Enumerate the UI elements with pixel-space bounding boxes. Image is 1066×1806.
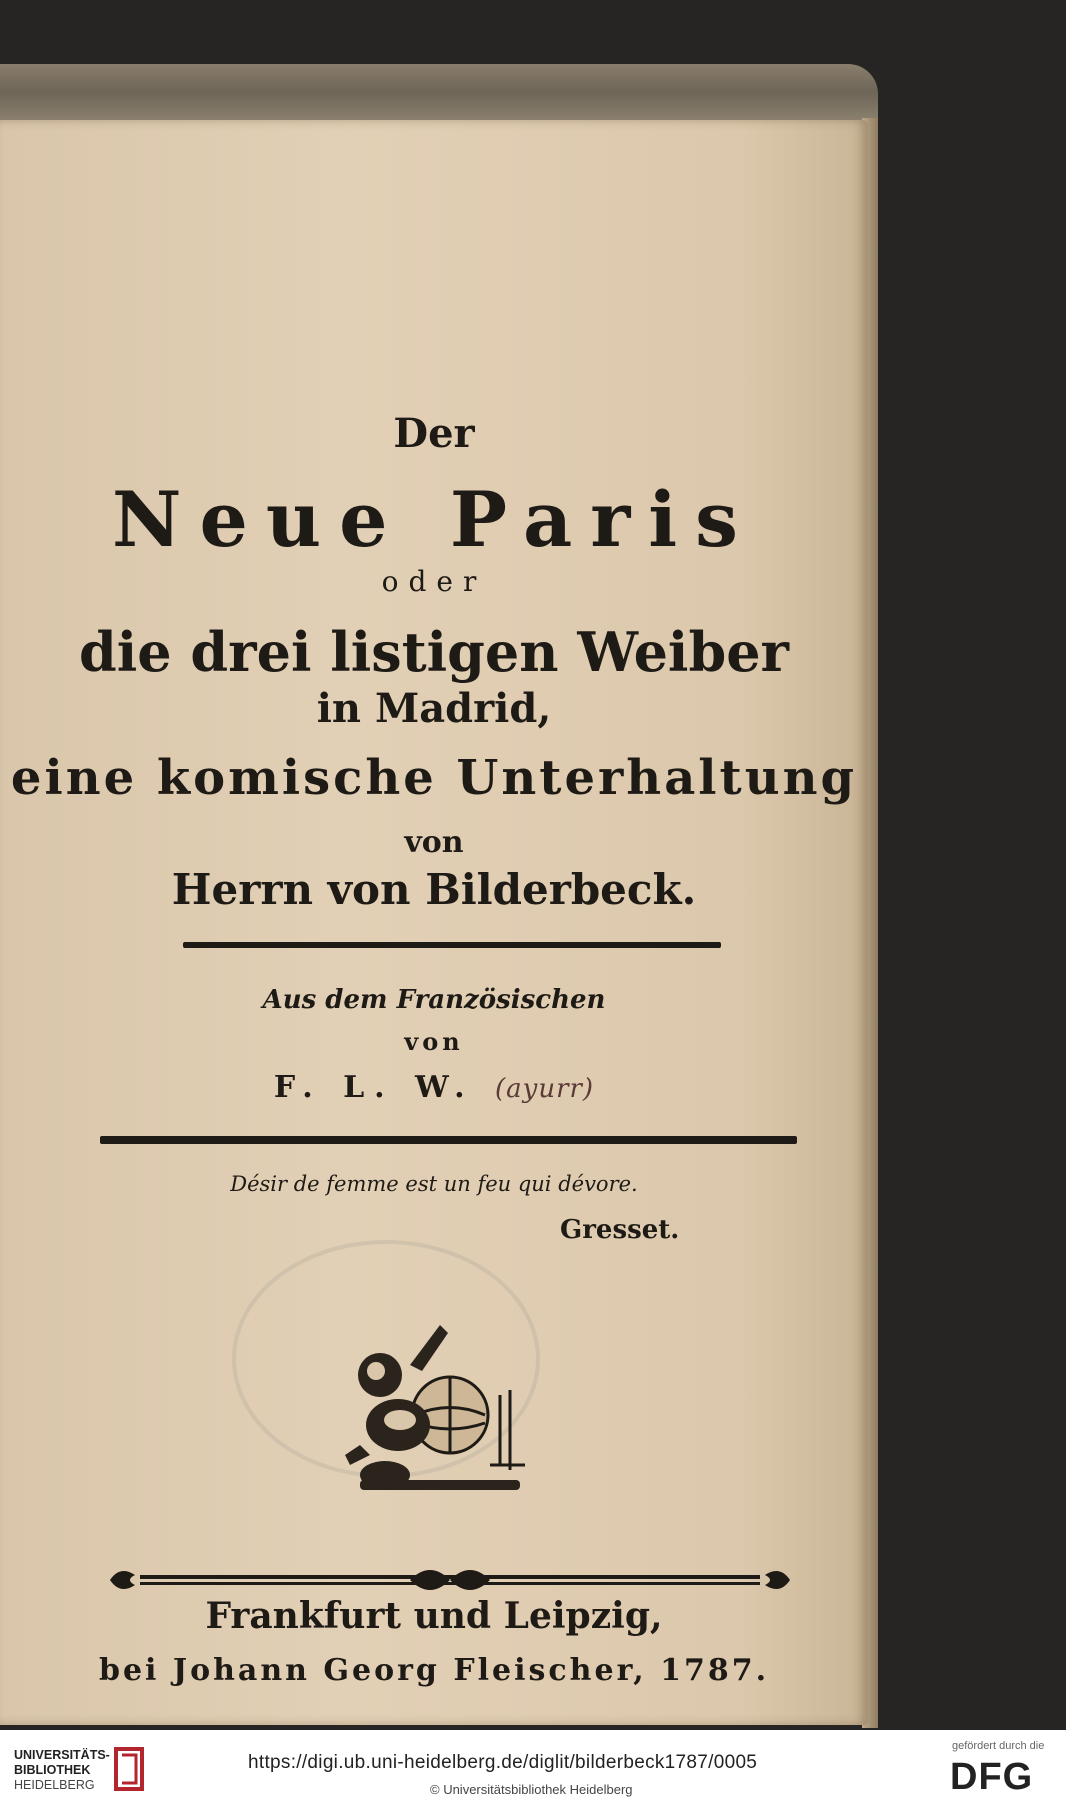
- cherub-globe-vignette: [340, 1305, 550, 1515]
- imprint-place: Frankfurt und Leipzig,: [205, 1595, 663, 1637]
- dfg-caption: gefördert durch die: [952, 1740, 1045, 1752]
- logo-line-3: HEIDELBERG: [14, 1778, 95, 1792]
- library-logo-icon: [112, 1745, 146, 1793]
- title-line-der: Der: [393, 410, 475, 457]
- title-line-von: von: [404, 825, 464, 860]
- logo-line-2: BIBLIOTHEK: [14, 1763, 91, 1777]
- logo-line-1: UNIVERSITÄTS-: [14, 1748, 110, 1762]
- title-line-madrid: in Madrid,: [316, 685, 552, 732]
- ornamental-rule: [110, 1560, 790, 1600]
- imprint-publisher: bei Johann Georg Fleischer, 1787.: [98, 1653, 770, 1688]
- library-logo-text: [14, 1748, 110, 1793]
- divider-rule-2: [100, 1136, 797, 1144]
- title-line-komische-unterhaltung: eine komische Unterhaltung: [10, 750, 858, 806]
- title-line-oder: oder: [381, 565, 487, 598]
- title-line-neue-paris: Neue Paris: [112, 475, 756, 564]
- title-page: [0, 120, 868, 1725]
- author-line: Herrn von Bilderbeck.: [171, 865, 697, 914]
- translator-initials: [0, 1070, 868, 1105]
- digitization-footer: [0, 1730, 1066, 1806]
- motto-quote: Désir de femme est un feu qui dévore.: [230, 1172, 638, 1196]
- motto-author: Gresset.: [560, 1215, 680, 1245]
- translator-initials-text: F. L. W.: [273, 1070, 475, 1105]
- dfg-logo: DFG: [950, 1756, 1034, 1798]
- translator-von: von: [404, 1027, 464, 1056]
- divider-rule: [183, 942, 721, 948]
- permalink-url[interactable]: https://digi.ub.uni-heidelberg.de/diglit/bilderbeck1787/0005: [248, 1752, 758, 1773]
- translation-note: Aus dem Französischen: [262, 985, 606, 1015]
- title-line-drei-weiber: die drei listigen Weiber: [78, 620, 790, 684]
- copyright-notice: © Universitätsbibliothek Heidelberg: [430, 1782, 633, 1797]
- handwritten-annotation: (ayurr): [494, 1074, 595, 1104]
